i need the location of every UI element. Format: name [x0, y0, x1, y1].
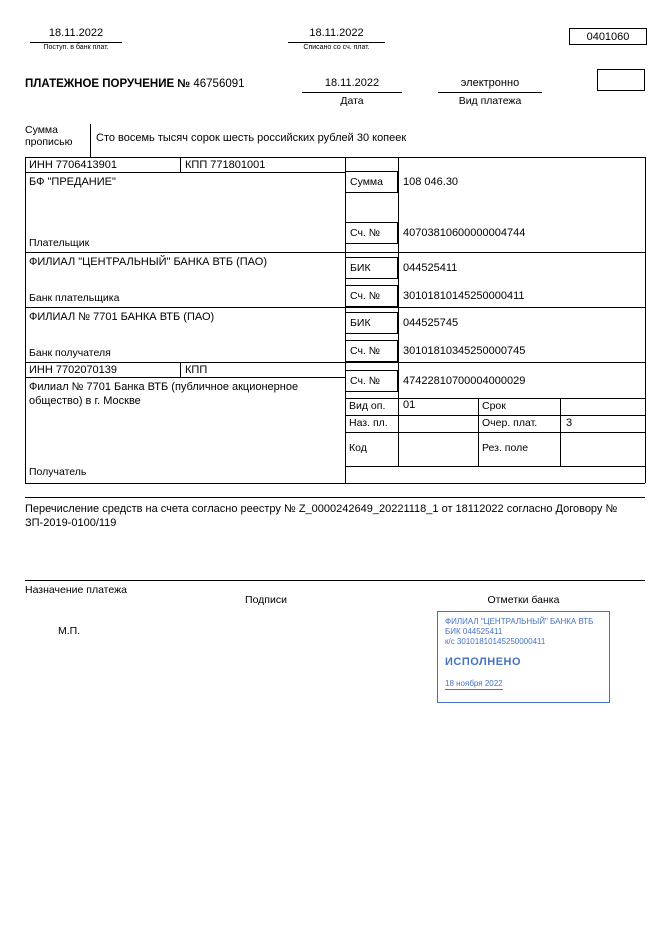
payee-bank-name: ФИЛИАЛ № 7701 БАНКА ВТБ (ПАО): [29, 311, 215, 323]
table-border-line: [345, 432, 645, 433]
received-date-caption: Поступ. в банк плат.: [43, 44, 109, 51]
table-border-line: [345, 398, 645, 399]
payer-inn: ИНН 7706413901: [29, 159, 118, 171]
amount-in-words: Сто восемь тысяч сорок шесть российских рублей 30 копеек: [96, 132, 407, 144]
bank-marks-label: Отметки банка: [487, 594, 560, 606]
table-border-line: [345, 415, 645, 416]
payer-bank-name: ФИЛИАЛ "ЦЕНТРАЛЬНЫЙ" БАНКА ВТБ (ПАО): [29, 256, 267, 268]
payer-bank-bik-value: 044525411: [403, 262, 458, 274]
payee-account-label-cell: Сч. №: [345, 370, 398, 392]
op-type-value: 01: [403, 399, 416, 411]
payment-kind-label: Вид платежа: [458, 95, 522, 107]
term-label: Срок: [482, 400, 506, 412]
payer-bank-label: Банк плательщика: [29, 292, 120, 304]
amount-words-divider: [90, 124, 91, 157]
payer-kpp: КПП 771801001: [185, 159, 266, 171]
payee-label: Получатель: [29, 466, 87, 478]
priority-value: 3: [566, 417, 573, 429]
payee-bank-bik-value: 044525745: [403, 317, 459, 329]
debited-date-caption: Списано со сч. плат.: [303, 44, 370, 51]
table-border-line: [180, 362, 181, 377]
reserve-field-label: Рез. поле: [482, 442, 529, 454]
table-border-line: [345, 466, 645, 467]
purpose-label: Назначение платежа: [25, 584, 127, 596]
payee-bank-label: Банк получателя: [29, 347, 111, 359]
document-number: 46756091: [193, 78, 245, 90]
amount-label-cell: Сумма: [345, 171, 398, 193]
stamp-date: 18 ноября 2022: [445, 679, 503, 688]
payer-bank-account-label-cell: Сч. №: [345, 285, 398, 307]
table-border-line: [25, 377, 345, 378]
table-border-line: [25, 483, 645, 484]
doc-date-label: Дата: [340, 95, 364, 107]
payment-kind: электронно: [460, 77, 520, 89]
debited-date: 18.11.2022: [309, 27, 364, 39]
mp-label: М.П.: [58, 625, 81, 637]
document-title: ПЛАТЕЖНОЕ ПОРУЧЕНИЕ №: [25, 78, 191, 90]
purpose-text: Перечисление средств на счета согласно реестру № Z_0000242649_20221118_1 от 18112022 согласно Договору № ЗП-2019-0100/119: [25, 503, 618, 529]
table-border-line: [25, 580, 645, 581]
received-date-underline: [30, 42, 122, 43]
table-border-line: [398, 157, 399, 466]
stamp-corr-account: к/с 30101810145250000411: [445, 637, 546, 646]
payer-bank-bik-label-cell: БИК: [345, 257, 398, 279]
payee-account-value: 47422810700004000029: [403, 375, 526, 387]
code-label: Код: [349, 442, 367, 454]
payee-bank-account-label-cell: Сч. №: [345, 340, 398, 362]
amount-words-label-line2: прописью: [25, 136, 73, 148]
table-border-line: [180, 157, 181, 172]
payee-name: Филиал № 7701 Банка ВТБ (публичное акционерное общество) в г. Москве: [29, 381, 299, 407]
amount-value: 108 046.30: [403, 176, 459, 188]
table-border-line: [478, 398, 479, 466]
debited-date-underline: [288, 42, 385, 43]
document-title-line: [25, 78, 245, 90]
naz-pl-label: Наз. пл.: [349, 417, 388, 429]
payer-account-label-cell: Сч. №: [345, 222, 398, 244]
table-border-line: [645, 157, 646, 483]
table-border-line: [25, 307, 645, 308]
priority-label: Очер. плат.: [482, 417, 538, 429]
doc-date-underline: [302, 92, 402, 93]
bank-stamp: [437, 611, 610, 703]
payee-inn: ИНН 7702070139: [29, 364, 118, 376]
payer-bank-account-value: 30101810145250000411: [403, 290, 525, 302]
op-type-label: Вид оп.: [349, 400, 386, 412]
payee-bank-bik-label-cell: БИК: [345, 312, 398, 334]
payer-account-value: 40703810600000004744: [403, 227, 526, 239]
table-border-line: [25, 252, 645, 253]
table-border-line: [25, 157, 26, 483]
debited-date-block: [288, 27, 385, 52]
stamp-status: ИСПОЛНЕНО: [445, 656, 522, 668]
payment-kind-underline: [438, 92, 542, 93]
table-border-line: [25, 497, 645, 498]
payee-bank-account-value: 30101810345250000745: [403, 345, 526, 357]
table-border-line: [560, 398, 561, 466]
payment-kind-block: [438, 77, 542, 107]
table-border-line: [25, 157, 645, 158]
payer-label: Плательщик: [29, 237, 90, 249]
amount-words-label-line1: Сумма: [25, 124, 58, 136]
signatures-label: Подписи: [245, 594, 287, 606]
table-border-line: [25, 172, 345, 173]
doc-date-block: [302, 77, 402, 107]
payer-name: БФ "ПРЕДАНИЕ": [29, 176, 116, 188]
form-code-box: 0401060: [569, 28, 647, 45]
doc-date: 18.11.2022: [324, 77, 380, 89]
top-right-empty-box: [597, 69, 645, 91]
stamp-bank-name: ФИЛИАЛ "ЦЕНТРАЛЬНЫЙ" БАНКА ВТБ: [445, 617, 594, 626]
table-border-line: [25, 362, 645, 363]
received-date: 18.11.2022: [48, 27, 104, 39]
payee-kpp-label: КПП: [185, 364, 208, 376]
received-date-block: [30, 27, 122, 52]
stamp-bik: БИК 044525411: [445, 627, 503, 636]
